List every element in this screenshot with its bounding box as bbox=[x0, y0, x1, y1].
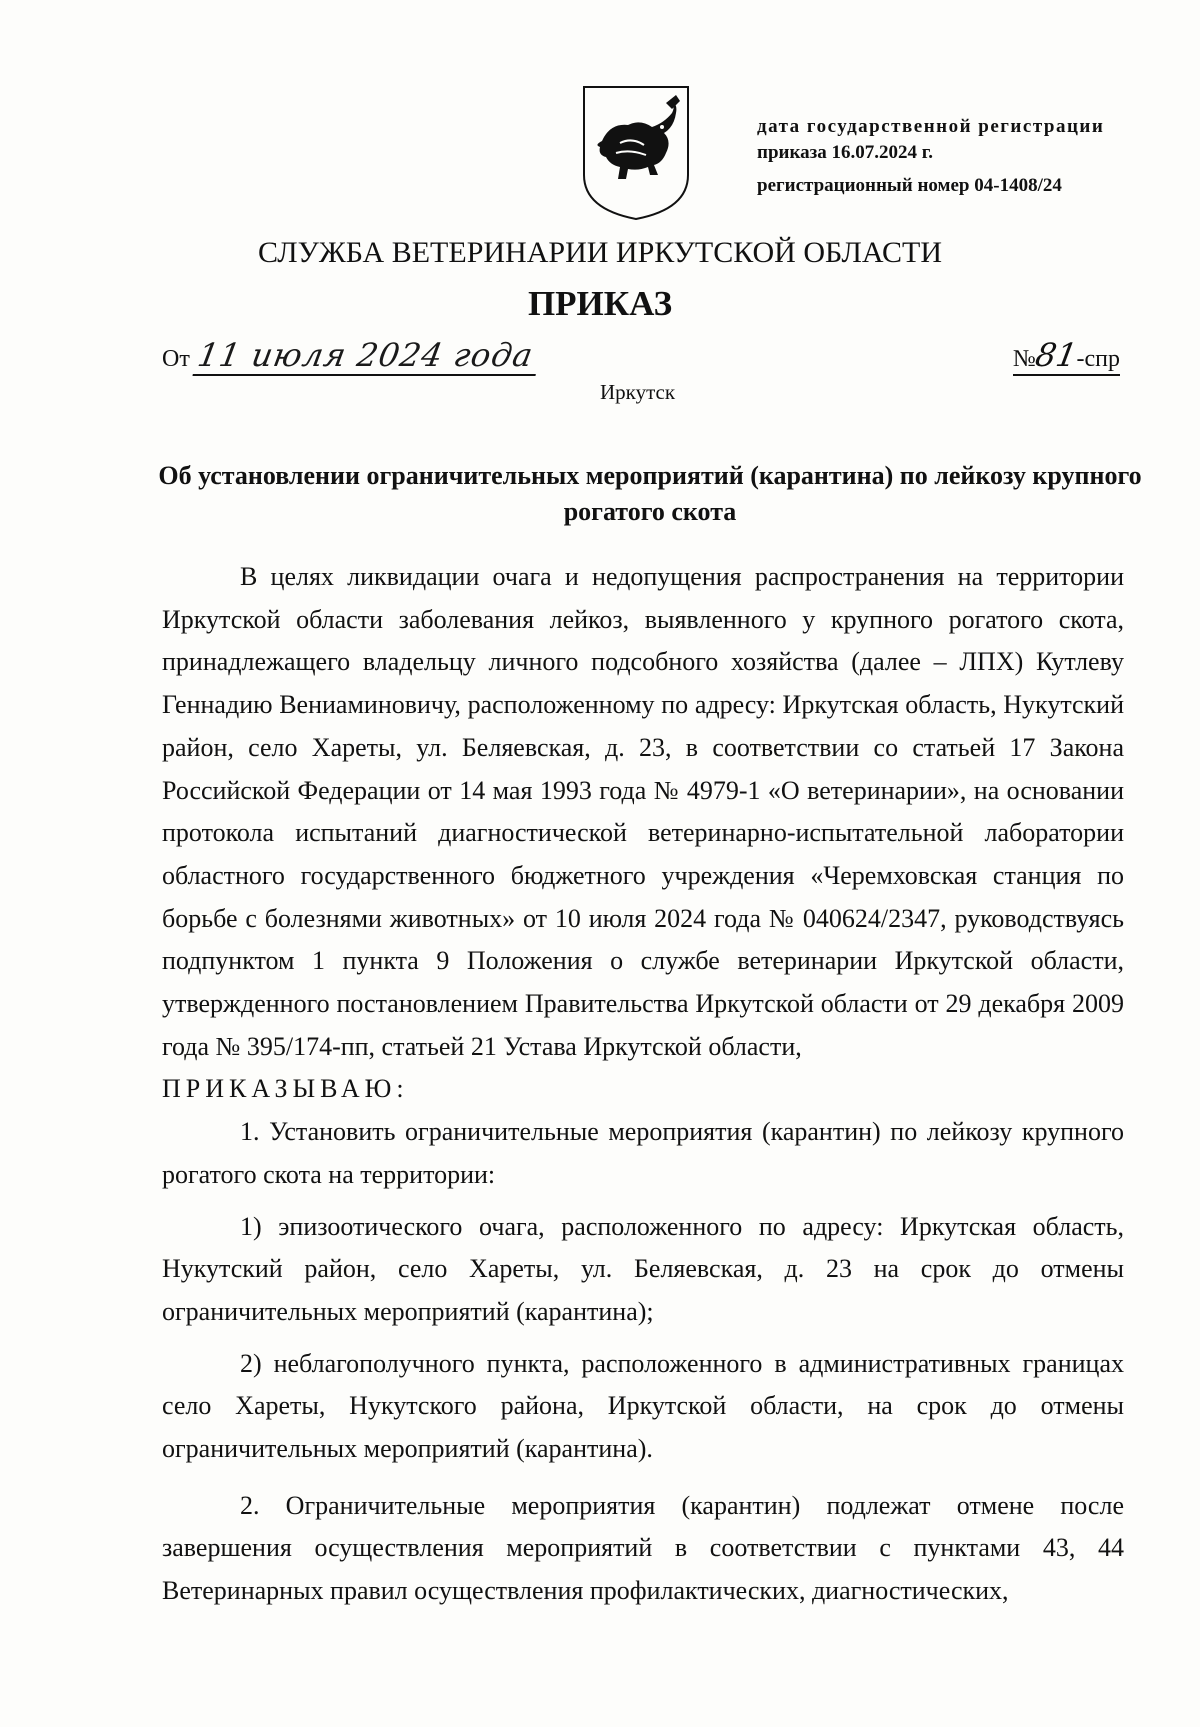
preamble-paragraph: В целях ликвидации очага и недопущения распространения на территории Иркутской области заболевания лейкоз, выявленного у крупного рогатого скота, принадлежащего владельцу личного подсобного хозяйства (далее – ЛПХ) Кутлеву Геннадию Вениаминовичу, расположенному по адресу: Иркутская область, Нукутский район, село Хареты, ул. Беляевская, д. 23, в соответствии со статьей 17 Закона Российской Федерации от 14 мая 1993 года № 4979-1 «О ветеринарии», на основании протокола испытаний диагностической ветеринарно-испытательной лаборатории областного государственного бюджетного учреждения «Черемховская станция по борьбе с болезнями животных» от 10 июля 2024 года № 040624/2347, руководствуясь подпунктом 1 пункта 9 Положения о службе ветеринарии Иркутской области, утвержденного постановлением Правительства Иркутской области от 29 декабря 2009 года № 395/174-пп, статьей 21 Устава Иркутской области, bbox=[162, 562, 1124, 1061]
registration-date-label: дата государственной регистрации bbox=[757, 116, 1105, 137]
irkutsk-coat-of-arms-emblem bbox=[580, 83, 692, 223]
date-prefix: От bbox=[162, 346, 190, 372]
registration-info bbox=[757, 114, 1137, 199]
city-name: Иркутск bbox=[600, 380, 676, 404]
agency-name: СЛУЖБА ВЕТЕРИНАРИИ ИРКУТСКОЙ ОБЛАСТИ bbox=[258, 236, 942, 269]
registration-number: регистрационный номер 04-1408/24 bbox=[757, 175, 1062, 196]
number-prefix: № bbox=[1012, 346, 1036, 372]
order-date bbox=[162, 336, 539, 376]
handwritten-date: 11 июля 2024 года bbox=[192, 336, 542, 376]
document-title: Об установлении ограничительных мероприятий (карантина) по лейкозу крупного рогатого скота bbox=[158, 461, 1142, 526]
order-word: ПРИКАЗЫВАЮ: bbox=[162, 1074, 409, 1104]
item-paragraph: 1. Установить ограничительные мероприятия (карантин) по лейкозу крупного рогатого скота на территории: bbox=[162, 1117, 1124, 1189]
number-suffix: -спр bbox=[1076, 346, 1120, 372]
document-body bbox=[162, 556, 1124, 1613]
registration-date-value: приказа 16.07.2024 г. bbox=[757, 142, 933, 163]
handwritten-number: 81 bbox=[1032, 336, 1080, 374]
item-paragraph: 2. Ограничительные мероприятия (карантин) подлежат отмене после завершения осуществления мероприятий в соответствии с пунктами 43, 44 Ветеринарных правил осуществления профилактических, диагностических, bbox=[162, 1490, 1124, 1606]
item-paragraph: 2) неблагополучного пункта, расположенного в административных границах село Хареты, Нукутского района, Иркутской области, на срок до отмены ограничительных мероприятий (карантина). bbox=[162, 1348, 1124, 1464]
order-number bbox=[1013, 336, 1120, 376]
item-paragraph: 1) эпизоотического очага, расположенного по адресу: Иркутская область, Нукутский район, село Хареты, ул. Беляевская, д. 23 на срок до отмены ограничительных мероприятий (карантина); bbox=[162, 1211, 1124, 1326]
document-type: ПРИКАЗ bbox=[527, 284, 673, 323]
